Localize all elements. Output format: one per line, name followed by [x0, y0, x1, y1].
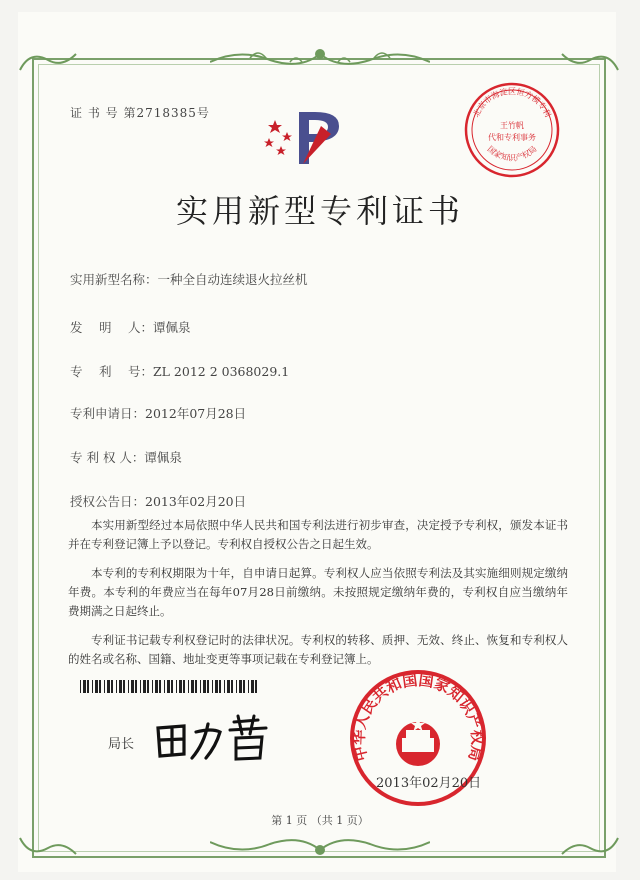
sipo-logo-icon — [255, 106, 355, 168]
body-paragraph: 本实用新型经过本局依照中华人民共和国专利法进行初步审查，决定授予专利权，颁发本证书并在专利登记簿上予以登记。专利权自授权公告之日起生效。 — [68, 518, 568, 551]
director-signature-icon — [150, 710, 290, 766]
seal-arc-text: 中华人民共和国国家知识产权局 — [349, 671, 487, 764]
field-label: 专利申请日： — [70, 406, 146, 421]
seal-arc-text: 北京市海淀区恒方模专利 — [471, 87, 553, 119]
corner-ornament-icon — [18, 48, 78, 74]
page-title: 实用新型专利证书 — [175, 192, 464, 230]
field-grant-date — [70, 492, 246, 510]
field-label: 专 利 号： — [70, 364, 153, 379]
corner-ornament-icon — [560, 834, 620, 860]
field-label: 授权公告日： — [70, 494, 146, 509]
agency-seal-icon — [462, 80, 562, 180]
seal-bottom-text: 国家知识产权局 — [485, 144, 539, 163]
field-label: 发 明 人： — [70, 320, 153, 335]
field-value: 2012年07月28日 — [145, 406, 247, 421]
field-inventor — [70, 318, 190, 336]
field-value: 谭佩泉 — [144, 450, 182, 465]
page-number: 第 1 页 （共 1 页） — [271, 814, 369, 827]
barcode-icon — [80, 680, 262, 693]
field-name — [70, 270, 308, 288]
director-label: 局长 — [108, 737, 135, 752]
seal-inner-text: 代和专利事务 — [488, 133, 536, 142]
top-ornament-icon — [210, 44, 430, 70]
svg-text:北京市海淀区恒方模专利 — [471, 86, 553, 118]
bottom-ornament-icon — [210, 834, 430, 860]
certificate-body — [68, 516, 568, 669]
field-application-date — [70, 404, 246, 422]
field-label: 实用新型名称： — [70, 272, 158, 287]
field-value: 一种全自动连续退火拉丝机 — [157, 272, 308, 287]
body-paragraph: 专利证书记载专利权登记时的法律状况。专利权的转移、质押、无效、终止、恢复和专利权人的姓名或名称、国籍、地址变更等事项记载在专利登记簿上。 — [68, 633, 568, 666]
field-value: 谭佩泉 — [152, 320, 191, 335]
field-patent-number — [70, 362, 289, 380]
body-paragraph: 本专利的专利权期限为十年，自申请日起算。专利权人应当依照专利法及其实施细则规定缴纳年费。本专利的年费应当在每年07月28日前缴纳。未按照规定缴纳年费的，专利权自应当缴纳年费期满之日起终止。 — [68, 566, 568, 618]
field-patentee — [70, 448, 182, 466]
field-value: 2013年02月20日 — [145, 494, 247, 509]
seal-date: 2013年02月20日 — [376, 776, 482, 791]
svg-text:国家知识产权局 — [486, 144, 539, 162]
field-value: ZL 2012 2 0368029.1 — [152, 364, 290, 379]
corner-ornament-icon — [18, 834, 78, 860]
corner-ornament-icon — [560, 48, 620, 74]
certificate-number: 证 书 号 第2718385号 — [70, 106, 210, 120]
seal-inner-text: 王竹帆 — [500, 121, 524, 130]
field-label: 专 利 权 人： — [70, 450, 145, 465]
